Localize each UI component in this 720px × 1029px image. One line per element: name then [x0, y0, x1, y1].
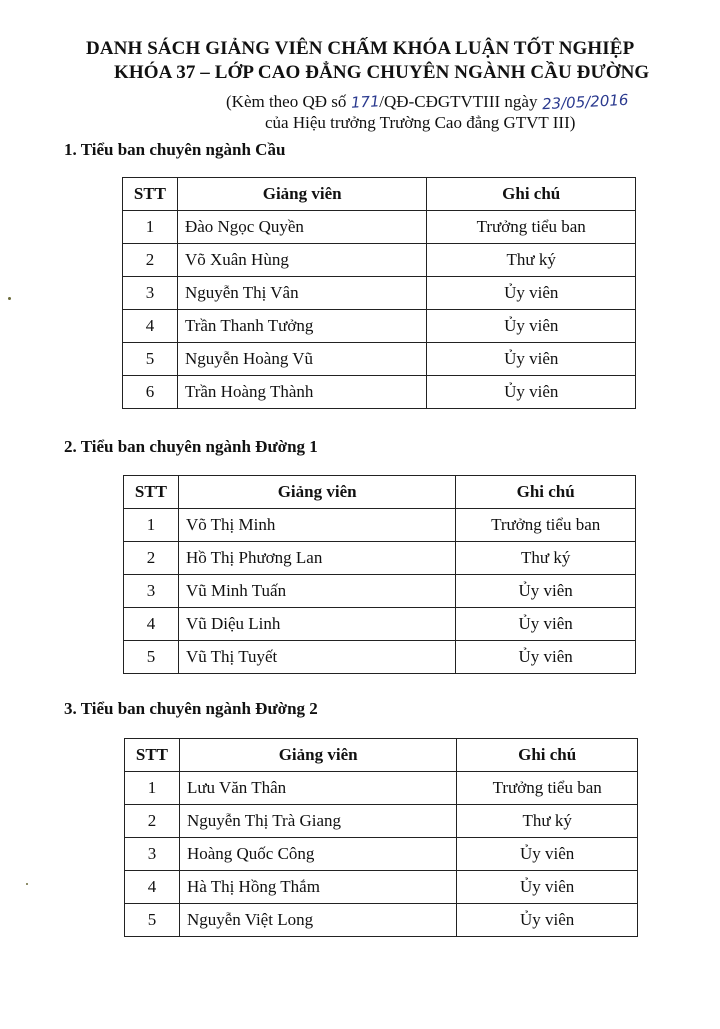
cell-stt: 4 — [125, 871, 180, 904]
cell-stt: 5 — [123, 343, 178, 376]
cell-stt: 1 — [125, 772, 180, 805]
header-note: Ghi chú — [427, 178, 636, 211]
cell-note: Ủy viên — [427, 376, 636, 409]
cell-note: Ủy viên — [456, 575, 636, 608]
cell-stt: 6 — [123, 376, 178, 409]
table-row — [124, 575, 636, 608]
cell-name: Nguyễn Thị Trà Giang — [179, 805, 456, 838]
cell-name: Nguyễn Việt Long — [179, 904, 456, 937]
cell-note: Ủy viên — [427, 277, 636, 310]
cell-name: Võ Thị Minh — [178, 509, 455, 542]
cell-name: Nguyễn Hoàng Vũ — [177, 343, 426, 376]
cell-stt: 2 — [125, 805, 180, 838]
cell-stt: 2 — [124, 542, 179, 575]
cell-name: Vũ Thị Tuyết — [178, 641, 455, 674]
table-row — [124, 542, 636, 575]
cell-name: Lưu Văn Thân — [179, 772, 456, 805]
cell-name: Đào Ngọc Quyền — [177, 211, 426, 244]
cell-note: Ủy viên — [457, 904, 638, 937]
cell-note: Trưởng tiểu ban — [427, 211, 636, 244]
table-row — [125, 871, 638, 904]
table-row — [124, 509, 636, 542]
handwritten-decision-number: 171 — [350, 92, 380, 112]
handwritten-date: 23/05/2016 — [541, 90, 629, 114]
table-row — [123, 211, 636, 244]
cell-name: Hà Thị Hồng Thắm — [179, 871, 456, 904]
cell-stt: 3 — [123, 277, 178, 310]
subtitle-middle: /QĐ-CĐGTVTIII ngày — [379, 92, 538, 111]
cell-stt: 2 — [123, 244, 178, 277]
cell-note: Ủy viên — [427, 310, 636, 343]
cell-stt: 3 — [124, 575, 179, 608]
subtitle-prefix: (Kèm theo QĐ số — [226, 92, 347, 111]
cell-stt: 5 — [124, 641, 179, 674]
table-row — [125, 772, 638, 805]
cell-note: Thư ký — [456, 542, 636, 575]
subtitle-line-2: của Hiệu trưởng Trường Cao đẳng GTVT III) — [265, 113, 576, 132]
committee-table — [123, 475, 636, 674]
table-row — [125, 805, 638, 838]
cell-note: Thư ký — [427, 244, 636, 277]
document-title-line-1: DANH SÁCH GIẢNG VIÊN CHẤM KHÓA LUẬN TỐT NGHIỆP — [86, 38, 635, 59]
cell-note: Ủy viên — [457, 838, 638, 871]
table-row — [124, 608, 636, 641]
cell-note: Ủy viên — [457, 871, 638, 904]
scan-speck — [8, 297, 11, 300]
table-header-row — [125, 739, 638, 772]
committee-table — [122, 177, 636, 409]
cell-note: Trưởng tiểu ban — [456, 509, 636, 542]
cell-note: Ủy viên — [456, 608, 636, 641]
header-name: Giảng viên — [178, 476, 455, 509]
cell-note: Ủy viên — [427, 343, 636, 376]
table-row — [124, 641, 636, 674]
table-row — [125, 838, 638, 871]
cell-note: Thư ký — [457, 805, 638, 838]
header-name: Giảng viên — [179, 739, 456, 772]
header-stt: STT — [124, 476, 179, 509]
section-heading: 1. Tiểu ban chuyên ngành Cầu — [64, 140, 286, 159]
cell-stt: 1 — [124, 509, 179, 542]
cell-note: Ủy viên — [456, 641, 636, 674]
header-note: Ghi chú — [456, 476, 636, 509]
cell-stt: 4 — [123, 310, 178, 343]
cell-name: Võ Xuân Hùng — [177, 244, 426, 277]
committee-table — [124, 738, 638, 937]
cell-stt: 5 — [125, 904, 180, 937]
cell-stt: 3 — [125, 838, 180, 871]
cell-name: Trần Thanh Tưởng — [177, 310, 426, 343]
header-stt: STT — [125, 739, 180, 772]
section-heading: 2. Tiểu ban chuyên ngành Đường 1 — [64, 437, 318, 456]
table-row — [123, 343, 636, 376]
header-note: Ghi chú — [457, 739, 638, 772]
section-heading: 3. Tiểu ban chuyên ngành Đường 2 — [64, 699, 318, 718]
cell-stt: 1 — [123, 211, 178, 244]
cell-name: Vũ Diệu Linh — [178, 608, 455, 641]
cell-stt: 4 — [124, 608, 179, 641]
subtitle-line-1 — [226, 92, 628, 112]
header-stt: STT — [123, 178, 178, 211]
table-row — [123, 277, 636, 310]
cell-name: Nguyễn Thị Vân — [177, 277, 426, 310]
scan-speck — [26, 883, 28, 885]
table-row — [125, 904, 638, 937]
table-row — [123, 310, 636, 343]
table-row — [123, 244, 636, 277]
cell-name: Hồ Thị Phương Lan — [178, 542, 455, 575]
table-row — [123, 376, 636, 409]
document-title-line-2: KHÓA 37 – LỚP CAO ĐẲNG CHUYÊN NGÀNH CẦU ĐƯỜNG — [114, 62, 650, 83]
table-header-row — [123, 178, 636, 211]
cell-name: Trần Hoàng Thành — [177, 376, 426, 409]
cell-name: Hoàng Quốc Công — [179, 838, 456, 871]
table-header-row — [124, 476, 636, 509]
cell-note: Trưởng tiểu ban — [457, 772, 638, 805]
cell-name: Vũ Minh Tuấn — [178, 575, 455, 608]
header-name: Giảng viên — [177, 178, 426, 211]
